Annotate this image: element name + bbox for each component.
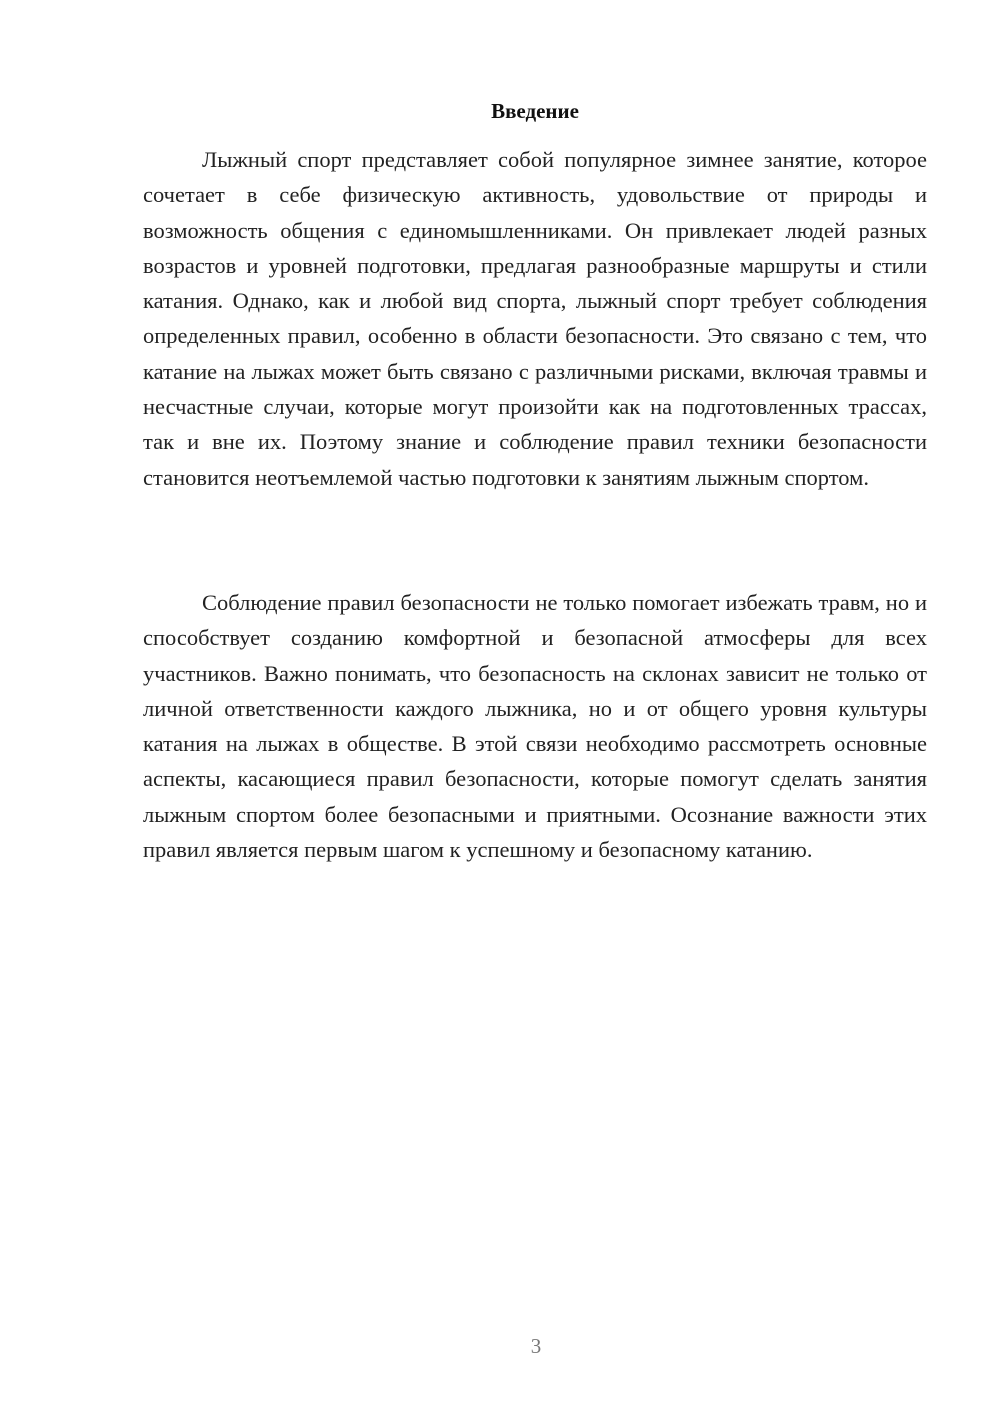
- section-heading: Введение: [491, 99, 579, 123]
- page-number: 3: [530, 1334, 542, 1358]
- paragraph-safety: Соблюдение правил безопасности не только помогает избежать травм, но и способствует созданию комфортной и безопасной атмосферы для всех участников. Важно понимать, что безопасность на склонах зависит не только от личной ответственности каждого лыжника, но и от общего уровня культуры катания на лыжах в обществе. В этой связи необходимо рассмотреть основные аспекты, касающиеся правил безопасности, которые помогут сделать занятия лыжным спортом более безопасными и приятными. Осознание важности этих правил является первым шагом к успешному и безопасному катанию.: [143, 590, 927, 863]
- paragraph-intro: Лыжный спорт представляет собой популярное зимнее занятие, которое сочетает в себе физическую активность, удовольствие от природы и возможность общения с единомышленниками. Он привлекает людей разных возрастов и уровней подготовки, предлагая разнообразные маршруты и стили катания. Однако, как и любой вид спорта, лыжный спорт требует соблюдения определенных правил, особенно в области безопасности. Это связано с тем, что катание на лыжах может быть связано с различными рисками, включая травмы и несчастные случаи, которые могут произойти как на подготовленных трассах, так и вне их. Поэтому знание и соблюдение правил техники безопасности становится неотъемлемой частью подготовки к занятиям лыжным спортом.: [143, 147, 927, 490]
